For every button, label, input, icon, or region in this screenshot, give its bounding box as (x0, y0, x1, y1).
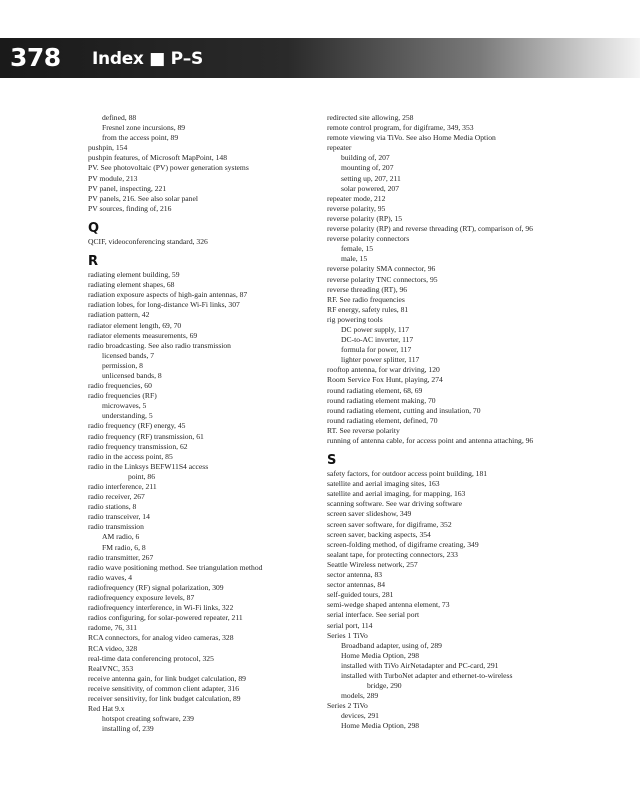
index-entry: running of antenna cable, for access point and antenna attaching, 96 (327, 436, 534, 445)
index-entry: repeater (327, 143, 352, 153)
index-column-right (327, 113, 589, 732)
index-entry: RCA connectors, for analog video cameras, 328 (88, 633, 234, 643)
index-entry: scanning software. See war driving software (327, 499, 462, 509)
index-subentry: AM radio, 6 (102, 532, 140, 542)
index-entry: radio interference, 211 (88, 482, 157, 491)
index-entry: receiver sensitivity, for link budget calculation, 89 (88, 693, 241, 703)
index-entry: radio frequency (RF) transmission, 61 (88, 431, 204, 441)
index-entry: radio frequency transmission, 62 (88, 441, 188, 451)
index-subentry: understanding, 5 (102, 411, 153, 421)
index-entry: radio waves, 4 (88, 572, 133, 582)
index-entry: round radiating element making, 70 (327, 395, 436, 405)
index-entry: PV panel, inspecting, 221 (88, 183, 167, 193)
page-number: 378 (10, 43, 61, 72)
index-subentry: DC power supply, 117 (341, 324, 409, 334)
index-entry: RealVNC, 353 (88, 663, 134, 673)
index-entry: reverse polarity, 95 (327, 203, 386, 213)
index-subentry: unlicensed bands, 8 (102, 370, 162, 380)
index-entry: screen saver, backing aspects, 354 (327, 529, 431, 539)
index-subentry: solar powered, 207 (341, 183, 399, 193)
index-entry: PV module, 213 (88, 173, 138, 183)
index-entry: radio broadcasting. See also radio transmission (88, 340, 231, 350)
index-column-left (88, 113, 328, 734)
index-entry: receive sensitivity, of common client adapter, 316 (88, 683, 240, 693)
index-entry: radiofrequency interference, in Wi-Fi links, 322 (88, 603, 234, 613)
index-entry: reverse polarity TNC connectors, 95 (327, 274, 438, 284)
index-subentry: installing of, 239 (102, 724, 154, 734)
index-entry: rooftop antenna, for war driving, 120 (327, 365, 440, 375)
index-entry: sealant tape, for protecting connectors, 233 (327, 549, 458, 559)
index-entry: radiator element length, 69, 70 (88, 320, 182, 330)
index-entry: round radiating element, cutting and insulation, 70 (327, 405, 481, 415)
index-entry: round radiating element, defined, 70 (327, 415, 438, 425)
index-entry: real-time data conferencing protocol, 325 (88, 653, 214, 663)
index-entry: safety factors, for outdoor access point building, 181 (327, 469, 488, 479)
index-subentry: Fresnel zone incursions, 89 (102, 123, 186, 133)
index-subentry: defined, 88 (102, 113, 137, 122)
index-entry: redirected site allowing, 258 (327, 113, 414, 122)
index-letter-heading: S (327, 453, 337, 469)
index-entry: QCIF, videoconferencing standard, 326 (88, 236, 208, 246)
index-entry: rig powering tools (327, 314, 383, 324)
index-entry: RCA video, 328 (88, 643, 138, 653)
index-entry: screen saver software, for digiframe, 352 (327, 519, 452, 529)
index-entry: pushpin, 154 (88, 143, 128, 153)
index-subentry: devices, 291 (341, 711, 379, 721)
index-entry: RF. See radio frequencies (327, 294, 405, 304)
index-letter-heading: Q (88, 220, 100, 236)
index-entry: serial port, 114 (327, 620, 373, 630)
index-entry: radio frequencies, 60 (88, 381, 152, 391)
index-subentry: installed with TurboNet adapter and ethernet-to-wireless (341, 670, 513, 680)
index-entry: Seattle Wireless network, 257 (327, 559, 418, 569)
index-entry: radiofrequency exposure levels, 87 (88, 593, 195, 603)
index-subentry: installed with TiVo AirNetadapter and PC-card, 291 (341, 660, 499, 670)
index-entry: Room Service Fox Hunt, playing, 274 (327, 375, 443, 385)
index-entry: semi-wedge shaped antenna element, 73 (327, 600, 450, 610)
index-letter-heading: R (88, 254, 99, 270)
index-entry: receive antenna gain, for link budget calculation, 89 (88, 673, 246, 683)
index-subentry: DC-to-AC inverter, 117 (341, 335, 414, 345)
index-entry: sector antenna, 83 (327, 570, 383, 580)
index-entry: radio transmitter, 267 (88, 552, 154, 562)
index-entry: radio receiver, 267 (88, 492, 145, 502)
index-entry: radios configuring, for solar-powered repeater, 211 (88, 613, 243, 623)
index-entry: PV. See photovoltaic (PV) power generation systems (88, 163, 249, 173)
section-title: Index ■ P–S (92, 49, 203, 69)
index-entry: radio transceiver, 14 (88, 512, 150, 522)
index-entry: radome, 76, 311 (88, 623, 138, 633)
index-subentry: formula for power, 117 (341, 345, 412, 355)
index-entry: remote viewing via TiVo. See also Home Media Option (327, 133, 496, 143)
index-entry: self-guided tours, 281 (327, 590, 394, 600)
index-entry: RT. See reverse polarity (327, 425, 400, 435)
index-entry: radiofrequency (RF) signal polarization, 309 (88, 582, 224, 592)
index-entry: satellite and aerial imaging sites, 163 (327, 479, 440, 489)
index-entry: reverse threading (RT), 96 (327, 284, 408, 294)
index-entry: satellite and aerial imaging, for mapping, 163 (327, 489, 466, 499)
index-entry: radiating element shapes, 68 (88, 280, 175, 290)
index-subentry: point, 86 (128, 471, 156, 481)
index-subentry: permission, 8 (102, 360, 143, 370)
index-subentry: Broadband adapter, using of, 289 (341, 640, 442, 650)
index-subentry: Home Media Option, 298 (341, 721, 420, 731)
index-entry: repeater mode, 212 (327, 193, 386, 203)
index-entry: Series 1 TiVo (327, 630, 368, 640)
index-entry: PV panels, 216. See also solar panel (88, 193, 198, 203)
index-entry: PV sources, finding of, 216 (88, 203, 172, 213)
index-subentry: female, 15 (341, 244, 374, 254)
index-subentry: models, 289 (341, 691, 379, 701)
index-entry: reverse polarity (RP) and reverse threading (RT), comparison of, 96 (327, 224, 533, 234)
index-entry: radio in the Linksys BEFW11S4 access (88, 461, 209, 471)
index-entry: Series 2 TiVo (327, 701, 368, 711)
index-subentry: from the access point, 89 (102, 133, 179, 143)
index-entry: radiation exposure aspects of high-gain antennas, 87 (88, 290, 248, 300)
index-subentry: microwaves, 5 (102, 401, 147, 411)
index-entry: radiation pattern, 42 (88, 310, 150, 320)
index-entry: remote control program, for digiframe, 349, 353 (327, 123, 474, 133)
index-subentry: FM radio, 6, 8 (102, 542, 146, 552)
index-entry: radio frequencies (RF) (88, 391, 157, 401)
index-entry: serial interface. See serial port (327, 610, 420, 620)
index-entry: reverse polarity connectors (327, 234, 410, 244)
index-entry: reverse polarity SMA connector, 96 (327, 264, 436, 274)
index-entry: screen-folding method, of digiframe creating, 349 (327, 539, 479, 549)
index-entry: screen saver slideshow, 349 (327, 509, 412, 519)
index-entry: radiator elements measurements, 69 (88, 330, 198, 340)
index-subentry: lighter power splitter, 117 (341, 355, 420, 365)
index-subentry: licensed bands, 7 (102, 350, 155, 360)
index-subentry: hotspot creating software, 239 (102, 714, 194, 724)
index-subentry: bridge, 290 (367, 681, 402, 691)
index-subentry: setting up, 207, 211 (341, 173, 401, 183)
index-subentry: Home Media Option, 298 (341, 650, 420, 660)
index-entry: radio stations, 8 (88, 502, 137, 512)
index-entry: reverse polarity (RP), 15 (327, 213, 403, 223)
index-subentry: male, 15 (341, 254, 368, 264)
index-entry: radio in the access point, 85 (88, 451, 173, 461)
index-subentry: mounting of, 207 (341, 163, 394, 173)
index-entry: radio wave positioning method. See triangulation method (88, 562, 263, 572)
index-entry: radio transmission (88, 522, 144, 532)
index-entry: RF energy, safety rules, 81 (327, 304, 409, 314)
index-subentry: building of, 207 (341, 153, 390, 163)
index-entry: round radiating element, 68, 69 (327, 385, 423, 395)
index-entry: sector antennas, 84 (327, 580, 385, 590)
index-entry: radiating element building, 59 (88, 270, 180, 280)
index-entry: radiation lobes, for long-distance Wi-Fi links, 307 (88, 300, 240, 310)
index-entry: Red Hat 9.x (88, 704, 125, 714)
index-entry: radio frequency (RF) energy, 45 (88, 421, 186, 431)
index-entry: pushpin features, of Microsoft MapPoint, 148 (88, 153, 227, 163)
